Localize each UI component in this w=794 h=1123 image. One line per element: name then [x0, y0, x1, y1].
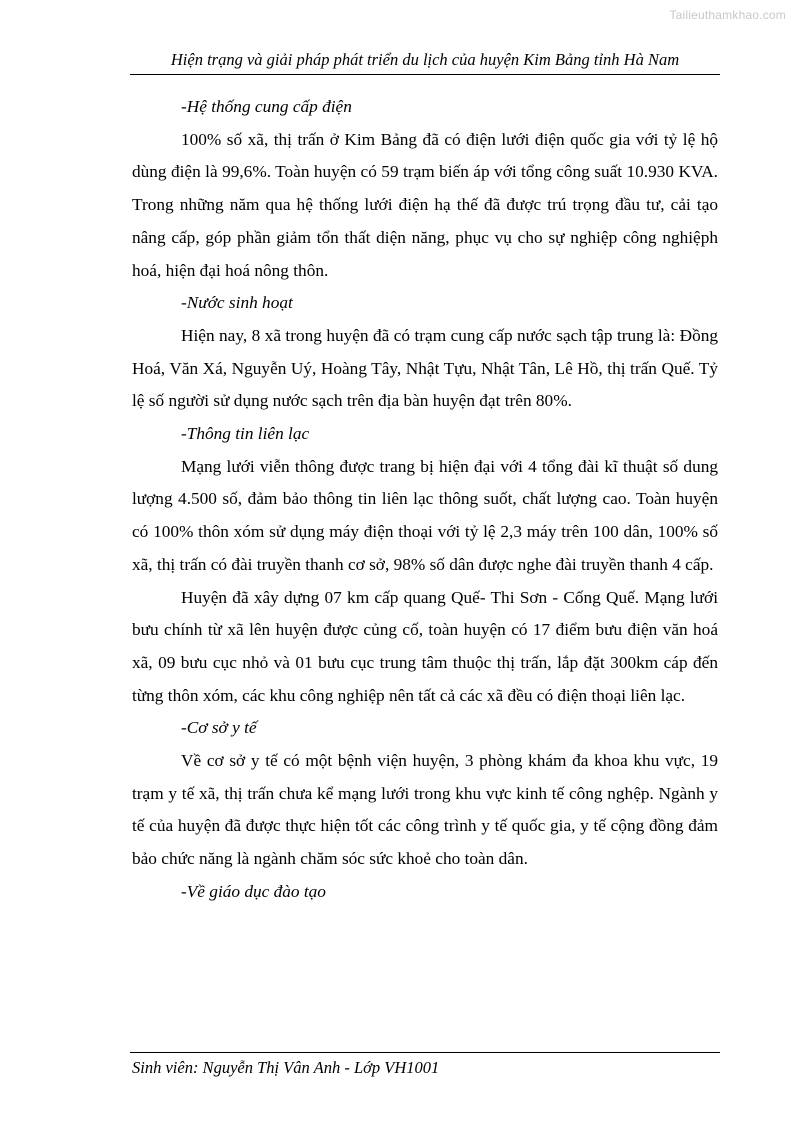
paragraph-communications-2: Huyện đã xây dựng 07 km cấp quang Quế- Thi Sơn - Cống Quế. Mạng lưới bưu chính từ xã lên huyện được củng cố, toàn huyện có 17 điểm bưu điện văn hoá xã, 09 bưu cục nhỏ và 01 bưu cục trung tâm thuộc thị trấn, lắp đặt 300km cáp đến từng thôn xóm, các khu công nghiệp nên tất cả các xã đều có điện thoại liên lạc. [132, 587, 718, 705]
page-footer: Sinh viên: Nguyễn Thị Vân Anh - Lớp VH1001 [132, 1058, 440, 1077]
footer-divider [130, 1052, 720, 1053]
paragraph-electricity: 100% số xã, thị trấn ở Kim Bảng đã có điện lưới điện quốc gia với tỷ lệ hộ dùng điện là 99,6%. Toàn huyện có 59 trạm biến áp với tổng công suất 10.930 KVA. Trong những năm qua hệ thống lưới điện hạ thế đã được trú trọng đầu tư, cải tạo nâng cấp, góp phần giảm tổn thất diện năng, phục vụ cho sự nghiệp công nghiệph hoá, hiện đại hoá nông thôn. [132, 129, 718, 280]
paragraph-healthcare: Về cơ sở y tế có một bệnh viện huyện, 3 phòng khám đa khoa khu vực, 19 trạm y tế xã, thị trấn chưa kể mạng lưới trong khu vực kinh tế công nghệp. Ngành y tế của huyện đã được thực hiện tốt các công trình y tế quốc gia, y tế cộng đồng đảm bảo chức năng là ngành chăm sóc sức khoẻ cho toàn dân. [132, 751, 718, 869]
section-heading-healthcare: -Cơ sở y tế [181, 718, 257, 738]
section-heading-communications: -Thông tin liên lạc [181, 424, 310, 444]
section-heading-education: -Về giáo dục đào tạo [181, 881, 326, 901]
paragraph-communications-1: Mạng lưới viễn thông được trang bị hiện đại với 4 tổng đài kĩ thuật số dung lượng 4.500 số, đảm bảo thông tin liên lạc thông suốt, chất lượng cao. Toàn huyện có 100% thôn xóm sử dụng máy điện thoại với tỷ lệ 2,3 máy trên 100 dân, 100% số xã, thị trấn có đài truyền thanh cơ sở, 98% số dân được nghe đài truyền thanh 4 cấp. [132, 456, 718, 574]
document-body [132, 91, 718, 909]
running-header: Hiện trạng và giải pháp phát triển du lịch của huyện Kim Bảng tỉnh Hà Nam [130, 50, 720, 75]
paragraph-water: Hiện nay, 8 xã trong huyện đã có trạm cung cấp nước sạch tập trung là: Đồng Hoá, Văn Xá, Nguyễn Uý, Hoàng Tây, Nhật Tựu, Nhật Tân, Lê Hồ, thị trấn Quế. Tỷ lệ số người sử dụng nước sạch trên địa bàn huyện đạt trên 80%. [132, 325, 718, 411]
watermark-text: Tailieuthamkhao.com [669, 8, 786, 22]
section-heading-water: -Nước sinh hoạt [181, 293, 293, 313]
section-heading-electricity: -Hệ thống cung cấp điện [181, 97, 352, 116]
